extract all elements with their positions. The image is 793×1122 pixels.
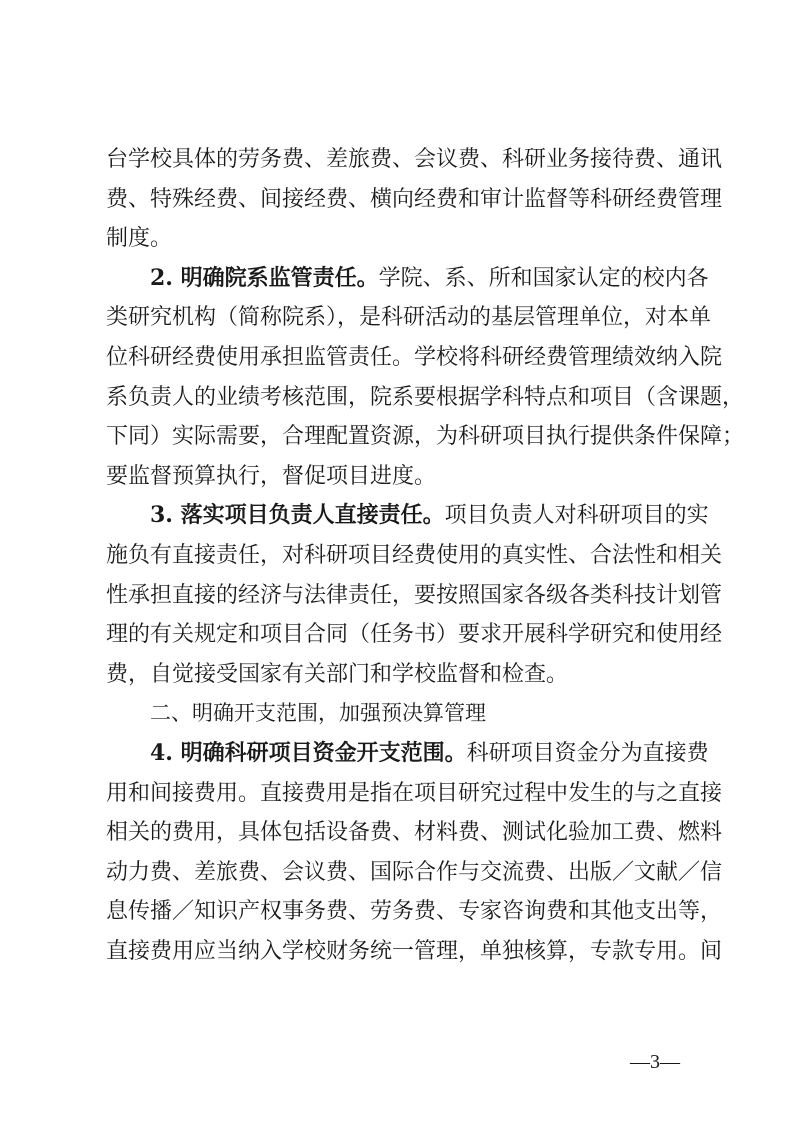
text-line: 理的有关规定和项目合同（任务书）要求开展科学研究和使用经 [106, 622, 723, 648]
item-text: 科研项目资金分为直接费 [466, 740, 709, 766]
text-line: 制度。 [106, 226, 173, 252]
paragraph-item-3 [106, 496, 723, 694]
text-line: 息传播／知识产权事务费、劳务费、专家咨询费和其他支出等， [106, 899, 723, 925]
document-body [106, 140, 745, 971]
text-line: 相关的费用，具体包括设备费、材料费、测试化验加工费、燃料 [106, 820, 723, 846]
text-line: 位科研经费使用承担监管责任。学校将科研经费管理绩效纳入院 [106, 344, 723, 370]
paragraph-continuation [106, 140, 723, 259]
text-line: 类研究机构（简称院系），是科研活动的基层管理单位，对本单 [106, 305, 712, 331]
paragraph-item-4 [106, 734, 723, 972]
text-line: 性承担直接的经济与法律责任，要按照国家各级各类科技计划管 [106, 582, 723, 608]
item-text: 项目负责人对科研项目的实 [444, 503, 709, 529]
text-line [106, 259, 709, 299]
text-line [106, 496, 709, 536]
text-line [106, 734, 709, 774]
text-line: 直接费用应当纳入学校财务统一管理，单独核算，专款专用。间 [106, 938, 723, 964]
item-lead: 3. 落实项目负责人直接责任。 [150, 502, 445, 529]
text-line: 要监督预算执行，督促项目进度。 [106, 463, 437, 489]
text-line: 系负责人的业绩考核范围，院系要根据学科特点和项目（含课题， [106, 384, 745, 410]
text-line: 动力费、差旅费、会议费、国际合作与交流费、出版／文献／信 [106, 859, 723, 885]
item-text: 学院、系、所和国家认定的校内各 [378, 265, 709, 291]
item-lead: 2. 明确院系监管责任。 [150, 264, 379, 291]
paragraph-item-2 [106, 259, 745, 497]
page-number: —3— [630, 1051, 680, 1073]
text-line: 用和间接费用。直接费用是指在项目研究过程中发生的与之直接 [106, 780, 723, 806]
text-line: 台学校具体的劳务费、差旅费、会议费、科研业务接待费、通讯 [106, 147, 723, 172]
item-lead: 4. 明确科研项目资金开支范围。 [150, 739, 467, 766]
text-line: 下同）实际需要，合理配置资源，为科研项目执行提供条件保障； [106, 424, 745, 450]
text-line: 施负有直接责任，对科研项目经费使用的真实性、合法性和相关 [106, 542, 723, 568]
text-line: 费、特殊经费、间接经费、横向经费和审计监督等科研经费管理 [106, 186, 723, 212]
section-heading: 二、明确开支范围，加强预决算管理 [150, 701, 486, 726]
text-line: 费，自觉接受国家有关部门和学校监督和检查。 [106, 661, 569, 687]
